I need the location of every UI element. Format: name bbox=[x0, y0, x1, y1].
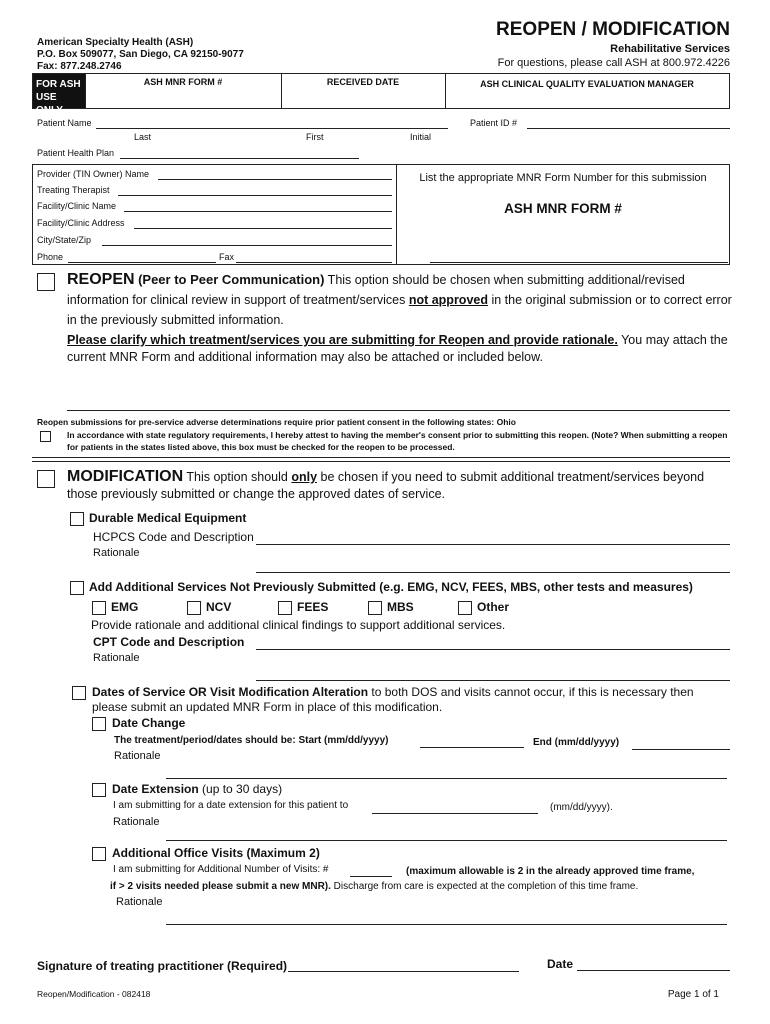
reopen-paragraph bbox=[67, 270, 733, 330]
other-label: Other bbox=[477, 600, 510, 614]
consent-heading: Reopen submissions for pre-service adverse determinations require prior patient consent in the following states: Ohio bbox=[37, 417, 516, 427]
signature-date-field[interactable] bbox=[577, 970, 730, 971]
org-name: American Specialty Health (ASH) bbox=[37, 37, 194, 48]
clarify-bold: Please clarify which treatment/services you are submitting for Reopen and provide rationale. bbox=[67, 333, 618, 347]
fees-label: FEES bbox=[297, 600, 329, 614]
phone-label: Phone bbox=[37, 252, 64, 262]
signature-field[interactable] bbox=[288, 971, 519, 972]
cpt-rationale-field[interactable] bbox=[256, 680, 730, 681]
clarify-paragraph bbox=[67, 332, 733, 366]
modification-text2: be chosen if you need to submit additional treatment/services beyond those previously submitted or change the approved dates of service. bbox=[67, 470, 705, 501]
date-extension-bold: Date Extension bbox=[112, 782, 199, 796]
emg-label: EMG bbox=[111, 600, 139, 614]
ncv-checkbox[interactable] bbox=[187, 601, 201, 615]
modification-text1: This option should bbox=[183, 470, 292, 484]
first-caption: First bbox=[306, 132, 324, 142]
ash-use-only-label: FOR ASH USE ONLY bbox=[33, 74, 85, 108]
treatment-dates-label: The treatment/period/dates should be: Start (mm/dd/yyyy) bbox=[114, 735, 389, 746]
consent-text: In accordance with state regulatory requirements, I hereby attest to having the member's consent prior to submitting this reopen. (Note? When submitting a reopen for patients in the states listed above, this box must be checked for the reopen to be processed. bbox=[67, 430, 728, 452]
date-extension-label bbox=[112, 782, 282, 796]
visits-text: I am submitting for Additional Number of Visits: # bbox=[113, 864, 329, 875]
visits-max-note: (maximum allowable is 2 in the already approved time frame, bbox=[406, 866, 695, 877]
last-caption: Last bbox=[134, 132, 152, 142]
service-type: Rehabilitative Services bbox=[610, 43, 730, 55]
facility-name-field[interactable] bbox=[124, 211, 392, 212]
city-label: City/State/Zip bbox=[37, 235, 92, 245]
hcpcs-field[interactable] bbox=[256, 544, 730, 545]
health-plan-label: Patient Health Plan bbox=[37, 148, 115, 158]
mnr-form-label: ASH MNR FORM # bbox=[504, 201, 622, 216]
therapist-label: Treating Therapist bbox=[37, 185, 110, 195]
visits-number-field[interactable] bbox=[350, 876, 392, 877]
visits-line2-rest: Discharge from care is expected at the completion of this time frame. bbox=[330, 881, 639, 892]
footer-page: Page 1 of 1 bbox=[667, 989, 719, 1000]
end-date-field[interactable] bbox=[632, 749, 730, 750]
health-plan-field[interactable] bbox=[120, 158, 359, 159]
section-divider bbox=[32, 457, 730, 462]
start-date-field[interactable] bbox=[420, 747, 524, 748]
cpt-field[interactable] bbox=[256, 649, 730, 650]
therapist-field[interactable] bbox=[118, 195, 392, 196]
consent-checkbox[interactable] bbox=[40, 431, 51, 442]
date-label: Date bbox=[547, 957, 574, 971]
modification-title: MODIFICATION bbox=[67, 468, 184, 485]
reopen-checkbox[interactable] bbox=[37, 273, 55, 291]
dos-checkbox[interactable] bbox=[72, 686, 86, 700]
ash-mnr-form-col: ASH MNR FORM # bbox=[143, 77, 223, 87]
other-checkbox[interactable] bbox=[458, 601, 472, 615]
org-fax: Fax: 877.248.2746 bbox=[37, 61, 122, 72]
only-text: only bbox=[291, 470, 318, 484]
reopen-text1: This option should be chosen when submitting additional/revised information for clinical review in support of treatment/services bbox=[67, 273, 685, 307]
dme-checkbox[interactable] bbox=[70, 512, 84, 526]
date-change-label: Date Change bbox=[112, 716, 186, 730]
date-change-rationale-field[interactable] bbox=[166, 778, 727, 779]
not-approved-text: not approved bbox=[408, 293, 488, 307]
questions-note: For questions, please call ASH at 800.972.4226 bbox=[497, 57, 730, 69]
provider-label: Provider (TIN Owner) Name bbox=[37, 169, 150, 179]
ncv-label: NCV bbox=[206, 600, 232, 614]
city-field[interactable] bbox=[102, 245, 392, 246]
add-services-label: Add Additional Services Not Previously Submitted (e.g. EMG, NCV, FEES, MBS, other tests and measures) bbox=[89, 580, 693, 594]
visits-line2 bbox=[110, 881, 638, 892]
cpt-label: CPT Code and Description bbox=[93, 635, 245, 649]
dos-bold: Dates of Service OR Visit Modification Alteration bbox=[92, 685, 369, 699]
form-title: REOPEN / MODIFICATION bbox=[496, 19, 730, 40]
visits-line2-bold: if > 2 visits needed please submit a new MNR). bbox=[110, 881, 331, 892]
patient-name-field[interactable] bbox=[96, 128, 448, 129]
modification-paragraph bbox=[67, 468, 733, 503]
date-change-checkbox[interactable] bbox=[92, 717, 106, 731]
dme-rationale-field[interactable] bbox=[256, 572, 730, 573]
office-visits-checkbox[interactable] bbox=[92, 847, 106, 861]
received-date-col: RECEIVED DATE bbox=[326, 77, 400, 87]
extension-format: (mm/dd/yyyy). bbox=[550, 802, 613, 813]
footer-form-code: Reopen/Modification - 082418 bbox=[37, 989, 151, 999]
reopen-rationale-field[interactable] bbox=[67, 410, 730, 411]
extension-text: I am submitting for a date extension for this patient to bbox=[113, 800, 349, 811]
initial-caption: Initial bbox=[410, 132, 432, 142]
ash-use-only-box bbox=[32, 73, 730, 116]
signature-label: Signature of treating practitioner (Required) bbox=[37, 959, 288, 973]
extension-date-field[interactable] bbox=[372, 813, 538, 814]
provide-rationale-text: Provide rationale and additional clinical findings to support additional services. bbox=[91, 618, 506, 632]
reopen-title: REOPEN bbox=[67, 271, 135, 288]
fax-field[interactable] bbox=[236, 262, 392, 263]
dos-paragraph bbox=[92, 685, 732, 715]
facility-name-label: Facility/Clinic Name bbox=[37, 201, 117, 211]
date-change-rationale-label: Rationale bbox=[114, 750, 161, 762]
date-extension-rest: (up to 30 days) bbox=[198, 782, 283, 796]
mbs-checkbox[interactable] bbox=[368, 601, 382, 615]
patient-id-label: Patient ID # bbox=[470, 118, 518, 128]
facility-address-label: Facility/Clinic Address bbox=[37, 218, 125, 228]
modification-checkbox[interactable] bbox=[37, 470, 55, 488]
visits-rationale-field[interactable] bbox=[166, 924, 727, 925]
phone-field[interactable] bbox=[68, 262, 216, 263]
clarify-rest: You may attach the current MNR Form and additional information may also be attached or included below. bbox=[67, 333, 728, 364]
mnr-list-note: List the appropriate MNR Form Number for this submission bbox=[419, 172, 707, 184]
hcpcs-label: HCPCS Code and Description bbox=[93, 530, 254, 544]
office-visits-label: Additional Office Visits (Maximum 2) bbox=[112, 846, 320, 860]
dme-rationale-label: Rationale bbox=[93, 547, 140, 559]
patient-id-field[interactable] bbox=[527, 128, 730, 129]
org-address: P.O. Box 509077, San Diego, CA 92150-9077 bbox=[37, 49, 244, 60]
add-services-checkbox[interactable] bbox=[70, 581, 84, 595]
dme-label: Durable Medical Equipment bbox=[89, 511, 247, 525]
emg-checkbox[interactable] bbox=[92, 601, 106, 615]
visits-rationale-label: Rationale bbox=[116, 896, 163, 908]
dos-rest: to both DOS and visits cannot occur, if this is necessary then please submit an updated MNR Form in place of this modification. bbox=[92, 685, 694, 714]
quality-manager-col: ASH CLINICAL QUALITY EVALUATION MANAGER bbox=[480, 79, 694, 89]
date-extension-checkbox[interactable] bbox=[92, 783, 106, 797]
facility-address-field[interactable] bbox=[134, 228, 392, 229]
reopen-subtitle: (Peer to Peer Communication) bbox=[138, 272, 325, 287]
end-date-label: End (mm/dd/yyyy) bbox=[533, 737, 620, 748]
reopen-text2: in the original submission or to correct error in the previously submitted information. bbox=[67, 293, 732, 327]
extension-rationale-label: Rationale bbox=[113, 816, 160, 828]
patient-name-label: Patient Name bbox=[37, 118, 92, 128]
mbs-label: MBS bbox=[387, 600, 414, 614]
provider-field[interactable] bbox=[158, 179, 392, 180]
mnr-form-field[interactable] bbox=[430, 262, 728, 263]
cpt-rationale-label: Rationale bbox=[93, 652, 140, 664]
fax-label: Fax bbox=[219, 252, 235, 262]
fees-checkbox[interactable] bbox=[278, 601, 292, 615]
extension-rationale-field[interactable] bbox=[166, 840, 727, 841]
